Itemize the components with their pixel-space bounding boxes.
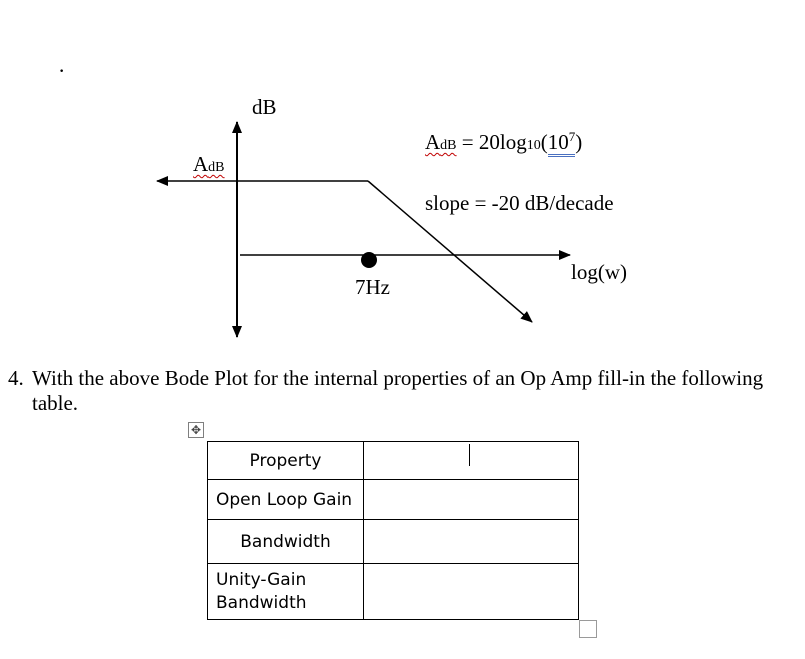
gain-formula: AdB = $20\log 10(10^7)$	[425, 129, 582, 155]
question-paragraph	[8, 366, 803, 416]
corner-frequency-dot	[361, 252, 377, 268]
table-row	[208, 442, 579, 480]
table-cell-value[interactable]	[364, 564, 579, 620]
y-axis-label: dB	[252, 95, 277, 119]
table-row	[208, 480, 579, 520]
slope-label: slope = -20 dB/decade	[425, 191, 614, 215]
table-row	[208, 520, 579, 564]
question-text-line1: With the above Bode Plot for the internal properties of an Op Amp fill-in the following	[32, 366, 764, 390]
table-cell-value[interactable]	[364, 442, 579, 480]
table-cell-property: Bandwidth	[208, 520, 364, 564]
table-header-property: Property	[208, 442, 364, 480]
table-cell-property: Open Loop Gain	[208, 480, 364, 520]
table-resize-handle[interactable]	[579, 620, 597, 638]
gain-label: AdB	[193, 152, 225, 176]
question-number: 4.	[8, 366, 24, 390]
table-cell-property: Unity-Gain Bandwidth	[208, 564, 364, 620]
x-axis-label: log(w)	[571, 260, 627, 284]
properties-table	[207, 441, 579, 620]
table-cell-value[interactable]	[364, 480, 579, 520]
table-cell-value[interactable]	[364, 520, 579, 564]
corner-frequency-label: 7Hz	[355, 275, 390, 299]
question-text-line2: table.	[32, 391, 79, 415]
table-move-icon[interactable]: ✥	[188, 422, 204, 438]
text-cursor	[469, 444, 470, 466]
table-row	[208, 564, 579, 620]
bullet-dot: ·	[58, 58, 66, 83]
